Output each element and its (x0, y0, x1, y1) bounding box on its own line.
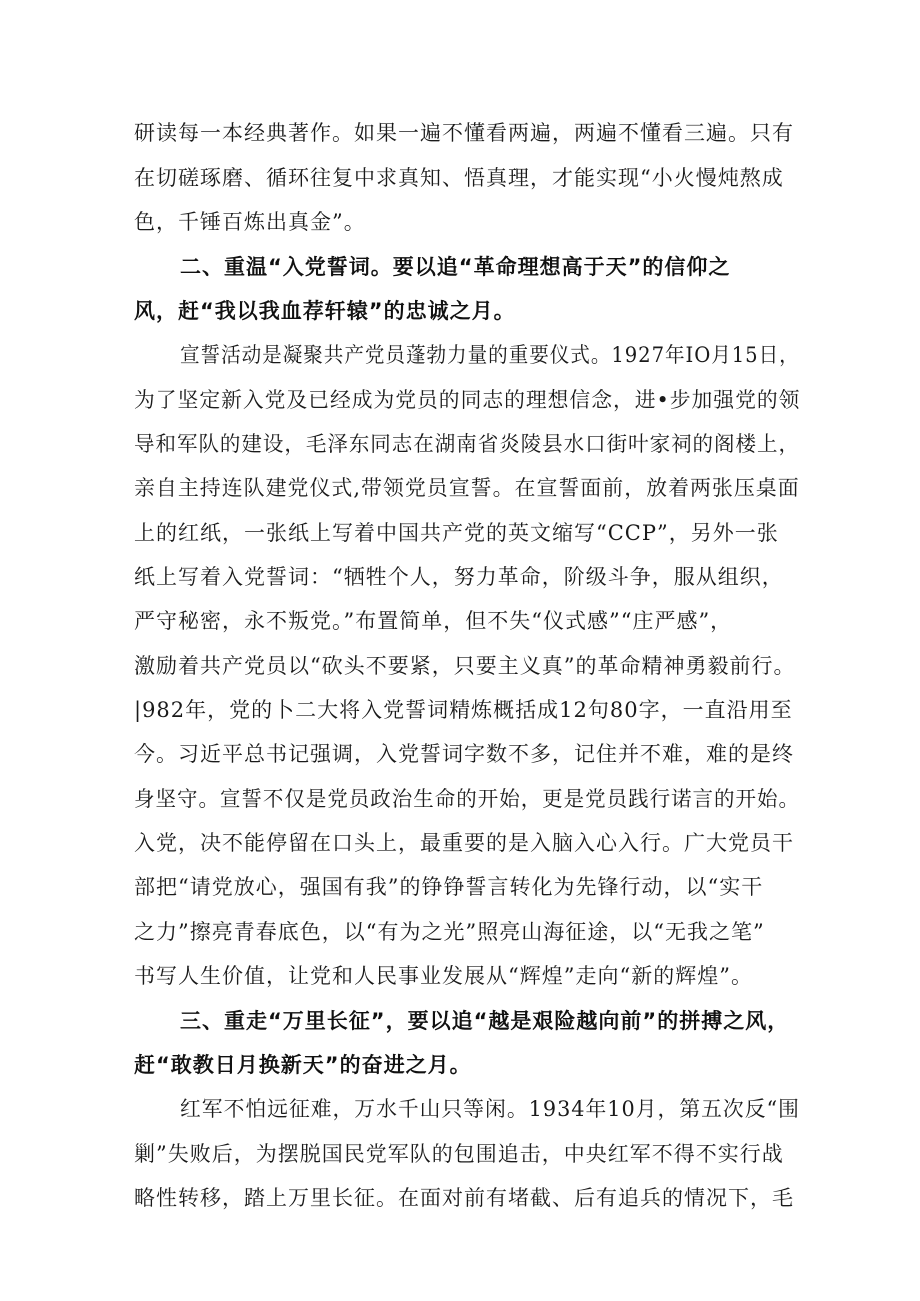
section-3-heading-line-2: 赶“敢教日月换新天”的奋进之月。 (134, 1053, 472, 1077)
paragraph-2-line-15: 书写人生价值，让党和人民事业发展从“辉煌”走向“新的辉煌”。 (134, 964, 753, 988)
paragraph-2-line-4: 亲自主持连队建党仪式,带领党员宣誓。在宣誓面前，放着两张压桌面 (134, 476, 800, 500)
paragraph-2-line-2: 为了坚定新入党及已经成为党员的同志的理想信念，进•步加强党的领 (134, 388, 801, 412)
paragraph-2-line-5: 上的红纸，一张纸上写着中国共产党的英文缩写“CCP”，另外一张 (134, 521, 779, 545)
paragraph-2-line-1: 宣誓活动是凝聚共产党员蓬勃力量的重要仪式。1927年IO月15日， (180, 343, 800, 367)
paragraph-2-line-14: 之力”擦亮青春底色，以“有为之光”照亮山海征途，以“无我之笔” (134, 920, 765, 944)
paragraph-2-line-3: 导和军队的建设，毛泽东同志在湖南省炎陵县水口街叶家祠的阁楼上， (134, 432, 800, 456)
paragraph-3-line-3: 略性转移，踏上万里长征。在面对前有堵截、后有追兵的情况下，毛 (134, 1186, 794, 1210)
paragraph-1-line-1: 研读每一本经典著作。如果一遍不懂看两遍，两遍不懂看三遍。只有 (134, 121, 794, 145)
paragraph-2-line-7: 严守秘密，永不叛党。”布置简单，但不失“仪式感”“庄严感”， (134, 609, 733, 633)
paragraph-2-line-13: 部把“请党放心，强国有我”的铮铮誓言转化为先锋行动，以“实干 (134, 875, 764, 899)
paragraph-3-line-1: 红军不怕远征难，万水千山只等闲。1934年10月，第五次反“围 (180, 1097, 800, 1121)
section-2-heading-line-1: 二、重温“入党誓词。要以追“革命理想高于天”的信仰之 (180, 255, 731, 279)
section-3-heading-line-1: 三、重走“万里长征”，要以追“越是艰险越向前”的拼搏之风， (180, 1009, 790, 1033)
paragraph-2-line-8: 激励着共产党员以“砍头不要紧，只要主义真”的革命精神勇毅前行。 (134, 654, 796, 678)
paragraph-2-line-6: 纸上写着入党誓词：“牺牲个人，努力革命，阶级斗争，服从组织， (134, 565, 784, 589)
paragraph-3-line-2: 剿”失败后，为摆脱国民党军队的包围追击，中央红军不得不实行战 (134, 1142, 784, 1166)
paragraph-1-line-3: 色，千锤百炼出真金”。 (134, 210, 366, 234)
paragraph-2-line-9: |982年，党的卜二大将入党誓词精炼概括成12句80字，一直沿用至 (134, 698, 793, 722)
section-2-heading-line-2: 风，赶“我以我血荐轩辕”的忠诚之月。 (134, 299, 516, 323)
paragraph-1-line-2: 在切磋琢磨、循环往复中求真知、悟真理，才能实现“小火慢炖熬成 (134, 166, 784, 190)
paragraph-2-line-11: 身坚守。宣誓不仅是党员政治生命的开始，更是党员践行诺言的开始。 (134, 787, 800, 811)
paragraph-2-line-10: 今。习近平总书记强调，入党誓词字数不多，记住并不难，难的是终 (134, 742, 794, 766)
paragraph-2-line-12: 入党，决不能停留在口头上，最重要的是入脑入心入行。广大党员干 (134, 831, 794, 855)
